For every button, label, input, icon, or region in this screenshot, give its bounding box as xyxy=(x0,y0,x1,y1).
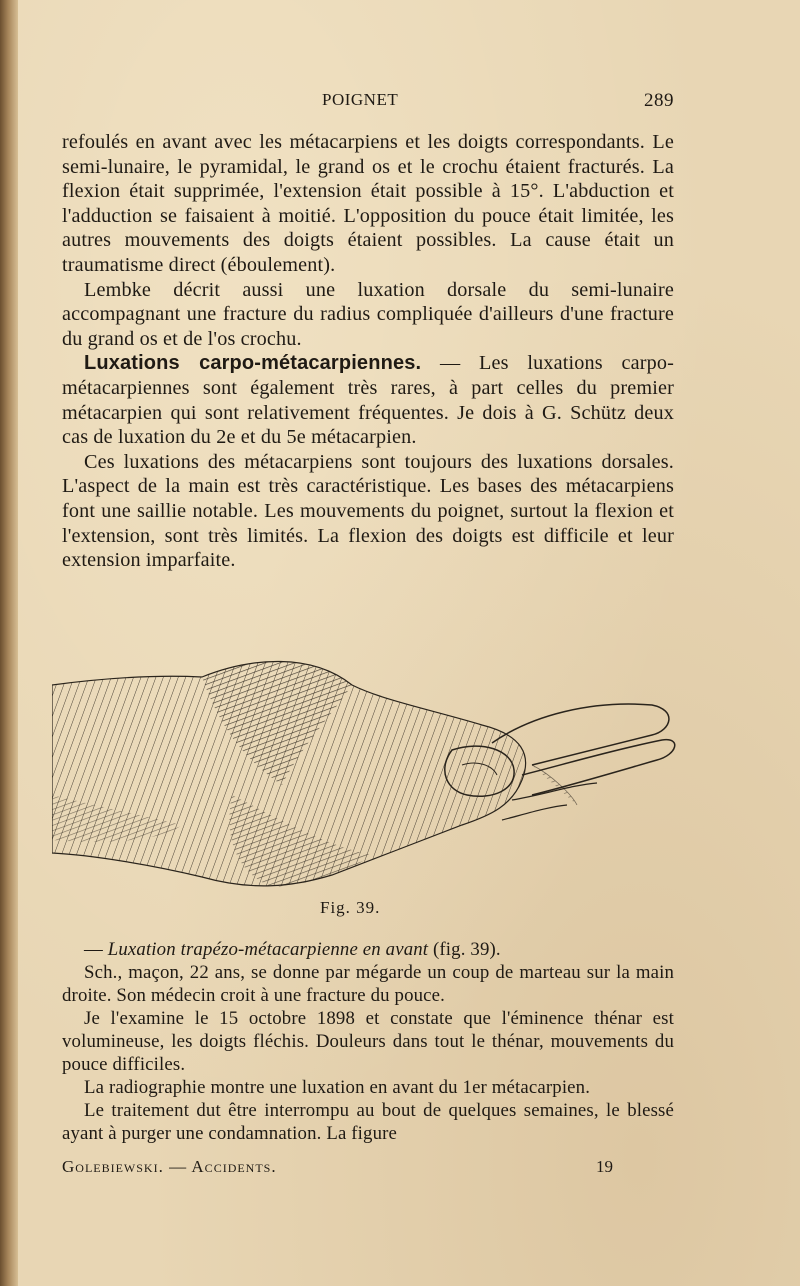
paragraph-lembke: Lembke décrit aussi une luxation dorsale du semi-lunaire accompagnant une fracture du radius compliquée d'ailleurs d'une fracture du grand os et de l'os crochu. xyxy=(62,278,674,350)
running-title: POIGNET xyxy=(322,90,399,109)
section-text: — Les luxations carpo-métacarpiennes sont également très rares, à part celles du premier métacarpien qui sont relativement fréquentes. Je dois à G. Schütz deux cas de luxation du 2e et du 5e métacarpien. xyxy=(62,352,674,449)
case-paragraph-4: Le traitement dut être interrompu au bout de quelques semaines, le blessé ayant à purger une condamnation. La figure xyxy=(62,1100,674,1144)
case-title: — Luxation trapézo-métacarpienne en avant (fig. 39). xyxy=(84,939,501,960)
paragraph-continued: refoulés en avant avec les métacarpiens et les doigts correspondants. Le semi-lunaire, le pyramidal, le grand os et le crochu étaient fracturés. La flexion était supprimée, l'extension était possible à 15°. L'abduction et l'adduction se faisaient à moitié. L'opposition du pouce était limitée, les autres mouvements des doigts étaient possibles. La cause était un traumatisme direct (éboulement). xyxy=(62,131,674,276)
book-spine-shadow xyxy=(0,0,18,1286)
hand-illustration xyxy=(52,655,684,895)
paragraph-dorsal: Ces luxations des métacarpiens sont toujours des luxations dorsales. L'aspect de la main est très caractéristique. Les bases des métacarpiens font une saillie notable. Les mouvements du poignet, surtout la flexion et l'extension, sont très limités. La flexion des doigts est difficile et leur extension imparfaite. xyxy=(62,450,674,572)
footer-author: Golebiewski. — Accidents. xyxy=(62,1157,277,1176)
case-paragraph-1: Sch., maçon, 22 ans, se donne par mégarde un coup de marteau sur la main droite. Son médecin croit à une fracture du pouce. xyxy=(62,962,674,1006)
case-paragraph-2: Je l'examine le 15 octobre 1898 et constate que l'éminence thénar est volumineuse, les doigts fléchis. Douleurs dans tout le thénar, mouvements du pouce difficiles. xyxy=(62,1008,674,1075)
page-number: 289 xyxy=(644,90,674,111)
body-text-top xyxy=(62,130,674,573)
section-heading: Luxations carpo-métacarpiennes. xyxy=(84,352,422,375)
page-footer xyxy=(62,1157,674,1177)
running-header xyxy=(62,90,682,116)
section-paragraph xyxy=(62,351,674,449)
case-paragraph-3: La radiographie montre une luxation en avant du 1er métacarpien. xyxy=(84,1077,591,1098)
figure-caption: Fig. 39. xyxy=(320,898,381,917)
signature-mark: 19 xyxy=(596,1157,613,1176)
case-title-italic: Luxation trapézo-métacarpienne en avant xyxy=(107,939,429,960)
case-text xyxy=(62,938,674,1145)
